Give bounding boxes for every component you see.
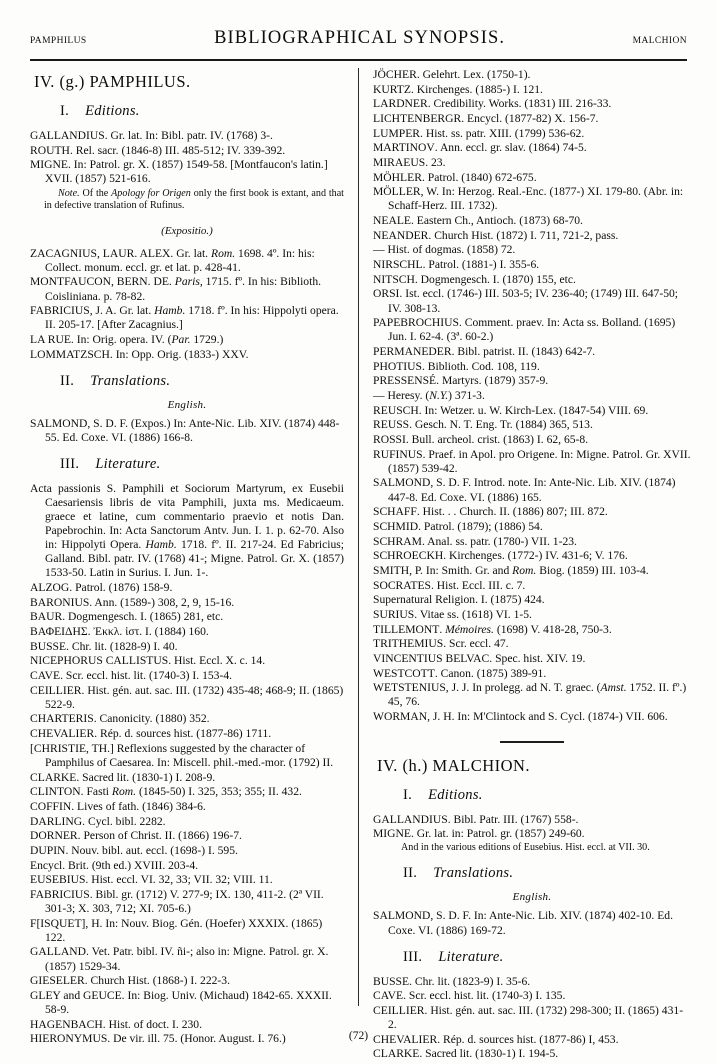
entry: MÖLLER, W. In: Herzog. Real.-Enc. (1877-) XI. 179-80. (Abr. in: Schaff-Herz. III. 1732).: [373, 185, 684, 213]
running-head-left: PAMPHILUS: [30, 36, 87, 46]
entry: TILLEMONT. Mémoires. (1698) V. 418-28, 750-3.: [373, 622, 612, 636]
entry: CAVE. Scr. eccl. hist. lit. (1740-3) I. 153-4.: [30, 669, 233, 683]
entry: HAGENBACH. Hist. of doct. I. 230.: [30, 1017, 202, 1031]
subsection-number: II.: [403, 865, 418, 882]
entry: CLINTON. Fasti Rom. (1845-50) I. 325, 353; 355; II. 432.: [30, 785, 302, 799]
entry: GALLAND. Vet. Patr. bibl. IV. ñi-; also in: Migne. Patrol. gr. X. (1857) 1529-34.: [30, 945, 329, 973]
subsection-number: I.: [403, 786, 413, 803]
editions-trailing-note: And in the various editions of Eusebius. Hist. eccl. at VII. 30.: [401, 842, 650, 854]
entry: GLEY and GEUCE. In: Biog. Univ. (Michaud) 1842-65. XXXII. 58-9.: [30, 988, 332, 1016]
header-rule: [30, 59, 687, 61]
entry: MIGNE. Gr. lat. in: Patrol. gr. (1857) 249-60.: [373, 827, 585, 841]
entry: MIRAEUS. 23.: [373, 156, 446, 170]
entry: SCHMID. Patrol. (1879); (1886) 54.: [373, 519, 543, 533]
entry: SCHAFF. Hist. . . Church. II. (1886) 807; III. 872.: [373, 505, 608, 519]
entry: COFFIN. Lives of fath. (1846) 384-6.: [30, 799, 206, 813]
subsection-label: Literature.: [438, 948, 504, 965]
entry: GIESELER. Church Hist. (1868-) I. 222-3.: [30, 974, 230, 988]
editions-note: Note. Of the Apology for Origen only the first book is extant, and that in defective translation of Rufinus.: [44, 187, 344, 211]
entry: HIERONYMUS. De vir. ill. 75. (Honor. August. I. 76.): [30, 1032, 286, 1046]
subsection-label: Translations.: [90, 372, 171, 389]
entry: GALLANDIUS. Gr. lat. In: Bibl. patr. IV. (1768) 3-.: [30, 129, 273, 142]
entry: WETSTENIUS, J. J. In prolegg. ad N. T. graec. (Amst. 1752. II. fº.) 45, 76.: [373, 681, 687, 709]
entry: CLARKE. Sacred lit. (1830-1) I. 194-5.: [373, 1047, 559, 1061]
entry: FABRICIUS. Bibl. gr. (1712) V. 277-9; IX. 130, 411-2. (2ª VII. 301-3; X. 303, 712; XI. 705-6.): [30, 887, 324, 916]
entry: ROUTH. Rel. sacr. (1846-8) III. 485-512; IV. 339-392.: [30, 143, 286, 157]
entry: LICHTENBERGR. Encycl. (1877-82) X. 156-7.: [373, 112, 599, 126]
entry: DARLING. Cycl. bibl. 2282.: [30, 814, 166, 828]
running-head-title: BIBLIOGRAPHICAL SYNOPSIS.: [214, 28, 506, 48]
entry: REUSS. Gesch. N. T. Eng. Tr. (1884) 365, 513.: [373, 418, 593, 432]
entry: NEALE. Eastern Ch., Antioch. (1873) 68-70.: [373, 214, 583, 228]
subsection-label: Literature.: [95, 455, 161, 472]
entry: VINCENTIUS BELVAC. Spec. hist. XIV. 19.: [373, 651, 586, 665]
entry: CEILLIER. Hist. gén. aut. sac. III. (1732) 435-48; 468-9; II. (1865) 522-9.: [30, 683, 344, 711]
entry: LA RUE. In: Orig. opera. IV. (Par. 1729.): [30, 332, 224, 346]
entry: SALMOND, S. D. F. Introd. note. In: Ante-Nic. Lib. XIV. (1874) 447-8. Ed. Coxe. VI. (1886) 165.: [373, 476, 676, 504]
entry: CLARKE. Sacred lit. (1830-1) I. 208-9.: [30, 770, 216, 784]
entry: BARONIUS. Ann. (1589-) 308, 2, 9, 15-16.: [30, 595, 235, 609]
subsection-translations-heading: [403, 865, 691, 882]
entry: ΒΑΦΕΙΔΗΣ. Ἐκκλ. ἱστ. I. (1884) 160.: [30, 625, 209, 639]
subsection-editions-heading: [60, 103, 344, 120]
entry: LARDNER. Credibility. Works. (1831) III. 216-33.: [373, 97, 612, 111]
entry: Supernatural Religion. I. (1875) 424.: [373, 593, 545, 607]
entry: REUSCH. In: Wetzer. u. W. Kirch-Lex. (1847-54) VIII. 69.: [373, 403, 649, 417]
entry: DUPIN. Nouv. bibl. aut. eccl. (1698-) I. 595.: [30, 843, 238, 857]
right-column: [359, 68, 691, 1061]
entry: TRITHEMIUS. Scr. eccl. 47.: [373, 637, 509, 651]
entry: LOMMATZSCH. In: Opp. Orig. (1833-) XXV.: [30, 347, 249, 361]
running-head-right: MALCHION: [632, 36, 687, 46]
section-break-rule: [500, 741, 564, 743]
two-column-body: [30, 68, 691, 1061]
entry: — Hist. of dogmas. (1858) 72.: [373, 243, 516, 257]
entry: SALMOND, S. D. F. (Expos.) In: Ante-Nic. Lib. XIV. (1874) 448-55. Ed. Coxe. VI. (1886) 166-8.: [30, 416, 340, 444]
expositio-heading: (Expositio.): [161, 224, 213, 237]
left-column: [30, 68, 358, 1046]
entry: JÖCHER. Gelehrt. Lex. (1750-1).: [373, 68, 531, 81]
entry: SURIUS. Vitae ss. (1618) VI. 1-5.: [373, 607, 532, 621]
entry: FABRICIUS, J. A. Gr. lat. Hamb. 1718. fº. In his: Hippolyti opera. II. 205-17. [After Zacagnius.]: [30, 304, 339, 332]
entry: CHARTERIS. Canonicity. (1880) 352.: [30, 712, 210, 726]
subsection-number: II.: [60, 372, 75, 389]
entry: SALMOND, S. D. F. In: Ante-Nic. Lib. XIV. (1874) 402-10. Ed. Coxe. VI. (1886) 169-72.: [373, 909, 673, 937]
entry: MIGNE. In: Patrol. gr. X. (1857) 1549-58. [Montfaucon's latin.] XVII. (1857) 521-616.: [30, 158, 328, 186]
entry: CHEVALIER. Rép. d. sources hist. (1877-86) 1711.: [30, 727, 272, 741]
entry: SCHRAM. Anal. ss. patr. (1780-) VII. 1-23.: [373, 534, 577, 548]
entry: BUSSE. Chr. lit. (1828-9) I. 40.: [30, 639, 178, 653]
entry: ALZOG. Patrol. (1876) 158-9.: [30, 581, 173, 595]
entry: MONTFAUCON, BERN. DE. Paris, 1715. fº. In his: Biblioth. Coisliniana. p. 78-82.: [30, 275, 322, 303]
entry: WORMAN, J. H. In: M'Clintock and S. Cycl. (1874-) VII. 606.: [373, 710, 668, 723]
entry: NICEPHORUS CALLISTUS. Hist. Eccl. X. c. 14.: [30, 654, 266, 668]
entry: RUFINUS. Praef. in Apol. pro Origene. In: Migne. Patrol. Gr. XVII. (1857) 539-42.: [373, 447, 691, 475]
subsection-translations-heading: [60, 373, 344, 390]
entry: ORSI. Ist. eccl. (1746-) III. 503-5; IV. 236-40; (1749) III. 647-50; IV. 308-13.: [373, 287, 679, 315]
entry: NITSCH. Dogmengesch. I. (1870) 155, etc.: [373, 272, 576, 286]
subsection-editions-heading: [403, 787, 691, 804]
entry: SCHROECKH. Kirchenges. (1772-) IV. 431-6; V. 176.: [373, 549, 628, 563]
entry: NEANDER. Church Hist. (1872) I. 711, 721-2, pass.: [373, 228, 619, 242]
subsection-label: Editions.: [85, 103, 140, 119]
language-heading: English.: [512, 891, 552, 904]
subsection-number: I.: [60, 103, 70, 119]
entry: — Heresy. (N.Y.) 371-3.: [373, 389, 485, 402]
entry: SOCRATES. Hist. Eccl. III. c. 7.: [373, 578, 526, 592]
entry: SMITH, P. In: Smith. Gr. and Rom. Biog. (1859) III. 103-4.: [373, 563, 649, 577]
entry: GALLANDIUS. Bibl. Patr. III. (1767) 558-.: [373, 812, 579, 826]
entry: WESTCOTT. Canon. (1875) 389-91.: [373, 666, 547, 680]
language-heading: English.: [167, 398, 207, 411]
entry: BUSSE. Chr. lit. (1823-9) I. 35-6.: [373, 974, 531, 988]
entry: BAUR. Dogmengesch. I. (1865) 281, etc.: [30, 610, 224, 624]
entry: ROSSI. Bull. archeol. crist. (1863) I. 62, 65-8.: [373, 433, 589, 447]
subsection-label: Translations.: [433, 865, 514, 882]
entry: [CHRISTIE, TH.] Reflexions suggested by the character of Pamphilus of Caesarea. In: Miscell. phil.-med.-mor. (1792) II.: [30, 741, 334, 769]
entry: CAVE. Scr. eccl. hist. lit. (1740-3) I. 135.: [373, 989, 566, 1003]
entry: PRESSENSÉ. Martyrs. (1879) 357-9.: [373, 374, 549, 388]
entry: PAPEBROCHIUS. Comment. praev. In: Acta ss. Bolland. (1695) Jun. I. 62-4. (3ª. 60-2.): [373, 316, 676, 344]
section-title-malchion: IV. (h.) MALCHION.: [377, 755, 531, 775]
page-folio: (72): [348, 1030, 369, 1042]
subsection-number: III.: [403, 948, 423, 965]
subsection-number: III.: [60, 455, 80, 472]
subsection-literature-heading: [403, 949, 691, 966]
entry: MÖHLER. Patrol. (1840) 672-675.: [373, 170, 537, 184]
entry: F[ISQUET], H. In: Nouv. Biog. Gén. (Hoefer) XXXIX. (1865) 122.: [30, 916, 323, 944]
entry: NIRSCHL. Patrol. (1881-) I. 355-6.: [373, 258, 540, 272]
entry: PERMANEDER. Bibl. patrist. II. (1843) 642-7.: [373, 344, 596, 358]
entry: MARTINOV. Ann. eccl. gr. slav. (1864) 74-5.: [373, 141, 587, 155]
entry: Encycl. Brit. (9th ed.) XVIII. 203-4.: [30, 858, 199, 872]
entry: KURTZ. Kirchenges. (1885-) I. 121.: [373, 82, 543, 96]
entry: DORNER. Person of Christ. II. (1866) 196-7.: [30, 829, 242, 843]
subsection-literature-heading: [60, 456, 344, 473]
entry: EUSEBIUS. Hist. eccl. VI. 32, 33; VII. 32; VIII. 11.: [30, 873, 273, 887]
subsection-label: Editions.: [428, 786, 483, 803]
entry: Acta passionis S. Pamphili et Sociorum Martyrum, ex Eusebii Caesariensis libris de vita Pamphili, juxta ms. Medicaeum. graece et latine, cum commentario praevio et notis Dan. Papebrochin. In: Acta Sanctorum Antv. Jun. I. 1. p. 62-70. Also in: Hippolyti Opera. Hamb. 1718. fº. II. 217-24. Ed Fabricius; Galland. Bibl. patr. IV. (1768) 41-; Migne. Patrol. Gr. X. (1857) 1533-50. Latin in Surius. I. Jun. 1-.: [30, 481, 344, 580]
entry: CEILLIER. Hist. gén. aut. sac. III. (1732) 298-300; II. (1865) 431-2.: [373, 1003, 684, 1032]
entry: ZACAGNIUS, LAUR. ALEX. Gr. lat. Rom. 1698. 4º. In: his: Collect. monum. eccl. gr. et lat. p. 428-41.: [30, 246, 315, 274]
entry: PHOTIUS. Biblioth. Cod. 108, 119.: [373, 359, 540, 373]
running-head: [30, 28, 687, 52]
entry: CHEVALIER. Rép. d. sources hist. (1877-86) I, 453.: [373, 1032, 619, 1046]
entry: LUMPER. Hist. ss. patr. XIII. (1799) 536-62.: [373, 126, 585, 140]
section-title-pamphilus: IV. (g.) PAMPHILUS.: [34, 72, 191, 91]
